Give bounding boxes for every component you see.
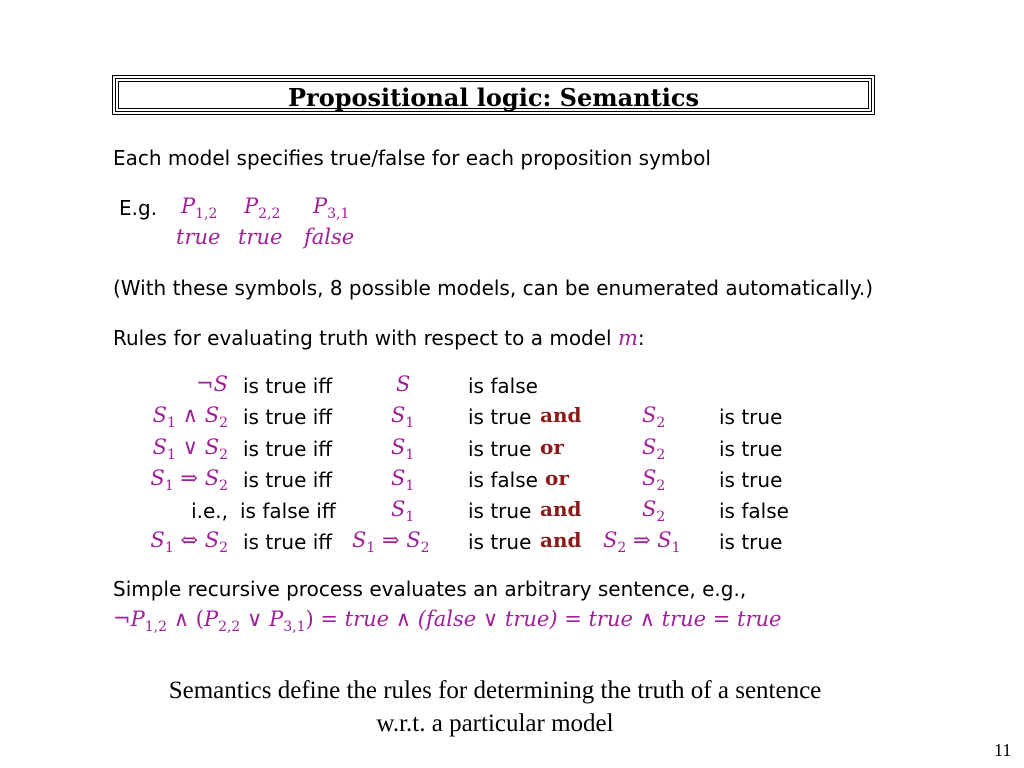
rule4-a: $S_1$ <box>391 466 415 495</box>
value-p12: true <box>176 225 221 249</box>
symbol-p31: $P_{3,1}$ <box>313 194 350 223</box>
symbol-p12: $P_{1,2}$ <box>181 194 218 223</box>
rule3-b-state: is true <box>719 437 783 461</box>
rule2-keyword: and <box>540 403 582 427</box>
rule3-a-state: is true <box>468 437 532 461</box>
caption-line-2: w.r.t. a particular model <box>376 710 614 737</box>
rule3-iff: is true iff <box>243 437 333 461</box>
caption-line-1: Semantics define the rules for determining the truth of a sentence <box>168 677 822 704</box>
rule1-a: S <box>396 372 411 396</box>
rule5-b: $S_2$ <box>642 497 666 526</box>
symbol-p22: $P_{2,2}$ <box>244 194 281 223</box>
rule5-keyword: and <box>540 497 582 521</box>
rule3-a: $S_1$ <box>391 435 415 464</box>
rule5-iff: is false iff <box>240 499 336 523</box>
rule6-b-state: is true <box>719 530 783 554</box>
rule6-c: $S_1$ ⇒ $S_2$ <box>352 528 430 557</box>
note-text: (With these symbols, 8 possible models, can be enumerated automatically.) <box>113 276 873 300</box>
rule4-lhs: $S_1$ ⇒ $S_2$ <box>150 466 228 495</box>
rule3-b: $S_2$ <box>642 435 666 464</box>
rule4-b: $S_2$ <box>642 466 666 495</box>
rule6-keyword: and <box>540 528 582 552</box>
rule3-lhs: $S_1$ ∨ $S_2$ <box>152 435 228 464</box>
intro-text: Each model specifies true/false for each proposition symbol <box>113 146 711 170</box>
rule4-a-state: is false <box>468 468 538 492</box>
rules-heading: Rules for evaluating truth with respect to a model m: <box>113 326 645 350</box>
rule5-b-state: is false <box>719 499 789 523</box>
rule4-b-state: is true <box>719 468 783 492</box>
rule1-iff: is true iff <box>243 374 333 398</box>
rule4-iff: is true iff <box>243 468 333 492</box>
example-label: E.g. <box>119 196 158 220</box>
rule2-b: $S_2$ <box>642 403 666 432</box>
recursive-text: Simple recursive process evaluates an arbitrary sentence, e.g., <box>113 577 747 601</box>
value-p22: true <box>238 225 283 249</box>
rule1-lhs: ¬S <box>196 372 228 396</box>
rule2-lhs: $S_1$ ∧ $S_2$ <box>152 403 228 432</box>
value-p31: false <box>304 225 355 249</box>
rule3-keyword: or <box>540 435 564 459</box>
rule2-a: $S_1$ <box>391 403 415 432</box>
rule4-keyword: or <box>545 466 569 490</box>
rule6-d: $S_2$ ⇒ $S_1$ <box>603 528 681 557</box>
rule2-iff: is true iff <box>243 405 333 429</box>
rule6-iff: is true iff <box>243 530 333 554</box>
slide-title: Propositional logic: Semantics <box>288 83 699 112</box>
rule6-lhs: $S_1$ ⇔ $S_2$ <box>150 528 228 557</box>
rule2-a-state: is true <box>468 405 532 429</box>
recursive-example: $\neg P_{1,2}$ ∧ ($P_{2,2}$ ∨ $P_{3,1}$) = true ∧ (false ∨ true) = true ∧ true = true <box>113 607 782 636</box>
page-number: 11 <box>994 740 1012 760</box>
rule2-b-state: is true <box>719 405 783 429</box>
rule1-a-state: is false <box>468 374 538 398</box>
title-box <box>112 75 875 115</box>
rule6-a-state: is true <box>468 530 532 554</box>
rule5-a-state: is true <box>468 499 532 523</box>
rule5-prefix: i.e., <box>191 499 228 523</box>
rule5-a: $S_1$ <box>391 497 415 526</box>
